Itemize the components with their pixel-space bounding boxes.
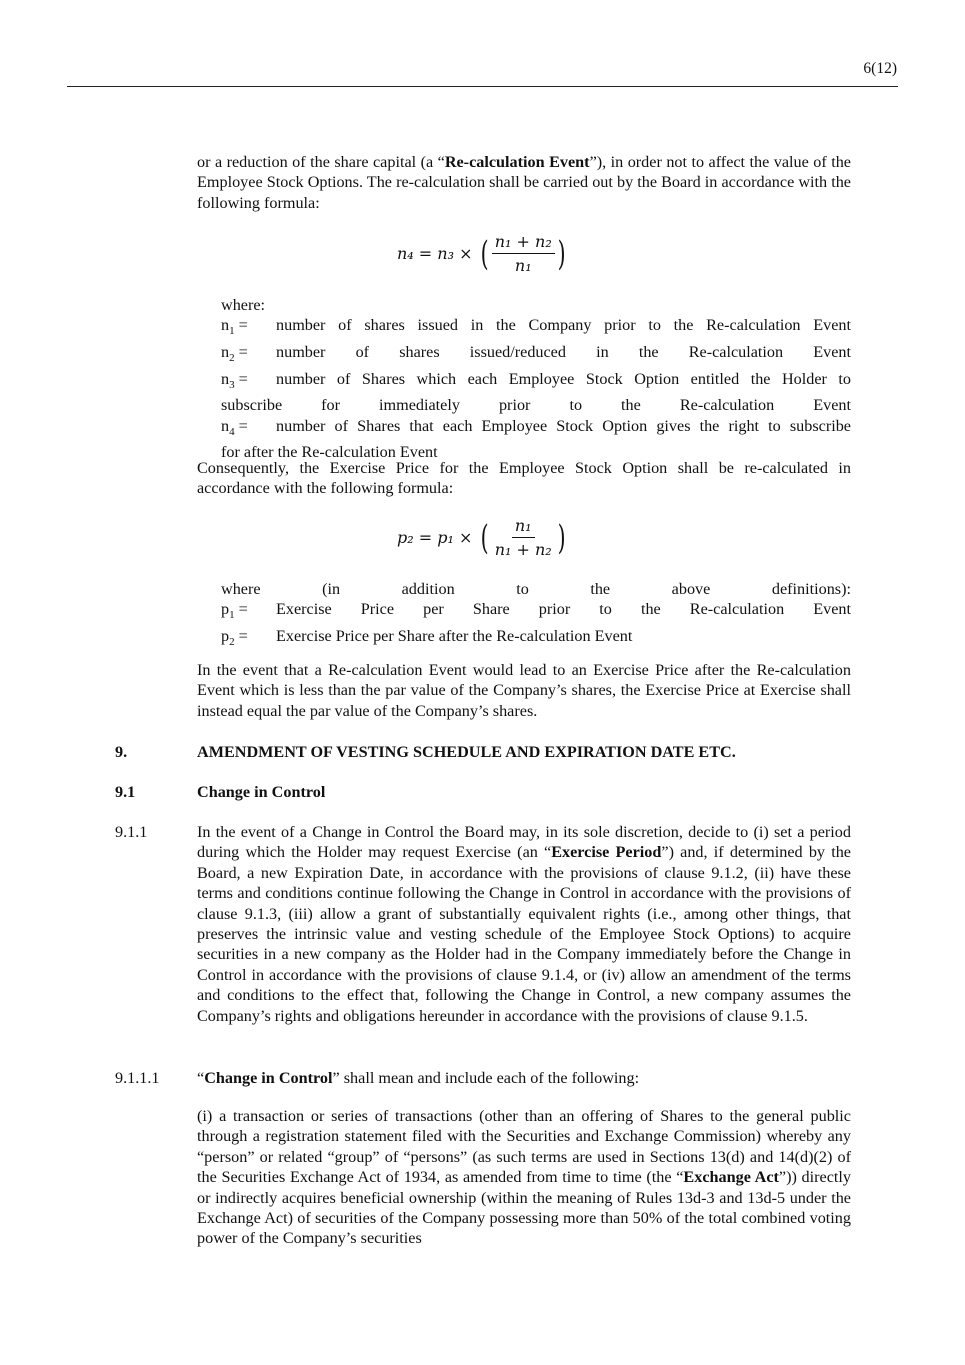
section-9-1-1-paragraph: In the event of a Change in Control the Board may, in its sole discretion, decide to (i) set a period during which the Holder may request Exercise (an “Exercise Period”) and, if determined by the Board, a new Expiration Date, in accordance with the provisions of clause 9.1.2, (ii) have these terms and conditions continue following the Change in Control in accordance with the provisions of clause 9.1.3, (iii) allow a grant of substantially equivalent rights (i.e., among other things, that preserves the intrinsic value and vesting schedule of the Employee Stock Options) to acquire securities in a new company as the Holder had in the Company immediately before the Change in Control in accordance with the provisions of clause 9.1.4, or (iv) allow an amendment of the terms and conditions to the effect that, following the Change in Control, a new company assumes the Company’s rights and obligations hereunder in accordance with the provisions of clause 9.1.5.: [197, 823, 851, 1025]
formula-n4-denominator: n₁: [514, 256, 532, 275]
section-9-1-title: Change in Control: [197, 783, 326, 801]
definition-n4: $n_4$ = number of Shares that each Employee Stock Option gives the right to subscribe: [221, 416, 851, 438]
formula-p2-lhs: p₂ = p₁ ×: [397, 528, 473, 547]
term-recalculation-event: Re-calculation Event: [444, 153, 590, 171]
formula-n4-numerator: n₁ + n₂: [492, 232, 555, 254]
intro-paragraph: or a reduction of the share capital (a “Re-calculation Event”), in order not to affect the value of the Employee Stock Options. The re-calculation shall be carried out by the Board in accordance with the following formula:: [197, 153, 851, 212]
definitions-p: [221, 579, 851, 653]
header-rule: [67, 86, 898, 87]
definition-n1: $n_1$ = number of shares issued in the Company prior to the Re-calculation Event: [221, 316, 851, 338]
definition-n4-cont: for after the Re-calculation Event: [221, 443, 438, 462]
section-9-1-number: 9.1: [115, 783, 136, 801]
clause-i-paragraph: (i) a transaction or series of transactions (other than an offering of Shares to the general public through a registration statement filed with the Securities and Exchange Commission) whereby any “person” or related “group” of “persons” (as such terms are used in Sections 13(d) and 14(d)(2) of the Securities Exchange Act of 1934, as amended from time to time (the “Exchange Act”)) directly or indirectly acquires beneficial ownership (within the meaning of Rules 13d-3 and 13d-5 under the Exchange Act) of securities of the Company possessing more than 50% of the total combined voting power of the Company’s securities: [197, 1107, 851, 1248]
where-additional-label: where (in addition to the above definitions):: [221, 580, 851, 598]
definition-p2: $p_2$ = Exercise Price per Share after the Re-calculation Event: [221, 627, 633, 649]
definition-n2: $n_2$ = number of shares issued/reduced in the Re-calculation Event: [221, 343, 851, 365]
formula-p2-numerator: n₁: [512, 516, 535, 538]
definition-n3-cont: subscribe for immediately prior to the Re-calculation Event: [221, 396, 851, 415]
par-value-paragraph: In the event that a Re-calculation Event would lead to an Exercise Price after the Re-calculation Event which is less than the par value of the Company’s shares, the Exercise Price at Exercise shall instead equal the par value of the Company’s shares.: [197, 661, 851, 720]
where-label: where:: [221, 296, 266, 314]
consequently-paragraph: Consequently, the Exercise Price for the Employee Stock Option shall be re-calculated in accordance with the following formula:: [197, 459, 851, 498]
page-number: 6(12): [863, 60, 897, 77]
term-exercise-period: Exercise Period: [551, 843, 662, 862]
definition-n3: $n_3$ = number of Shares which each Employee Stock Option entitled the Holder to: [221, 369, 851, 391]
section-9-title: AMENDMENT OF VESTING SCHEDULE AND EXPIRATION DATE ETC.: [197, 743, 736, 761]
section-9-1-1-number: 9.1.1: [115, 823, 148, 841]
formula-p2-denominator: n₁ + n₂: [494, 540, 552, 559]
definitions-n: [221, 295, 851, 463]
term-change-in-control: Change in Control: [204, 1069, 333, 1087]
section-9-number: 9.: [115, 743, 128, 761]
definition-p1: $p_1$ = Exercise Price per Share prior to the Re-calculation Event: [221, 600, 851, 622]
formula-n4: n₄ = n₃ × ( $\frac{\text{n₁ + n₂}}{\text{n₁}}$ ): [396, 232, 566, 275]
term-exchange-act: Exchange Act: [683, 1168, 779, 1187]
formula-n4-lhs: n₄ = n₃ ×: [396, 244, 473, 263]
section-9-1-1-1-number: 9.1.1.1: [115, 1069, 160, 1087]
section-9-1-1-1-paragraph: “Change in Control” shall mean and include each of the following:: [197, 1069, 640, 1087]
formula-p2: p₂ = p₁ × ( $\frac{\text{n₁}}{\text{n₁ + n₂}}$ ): [397, 516, 566, 559]
